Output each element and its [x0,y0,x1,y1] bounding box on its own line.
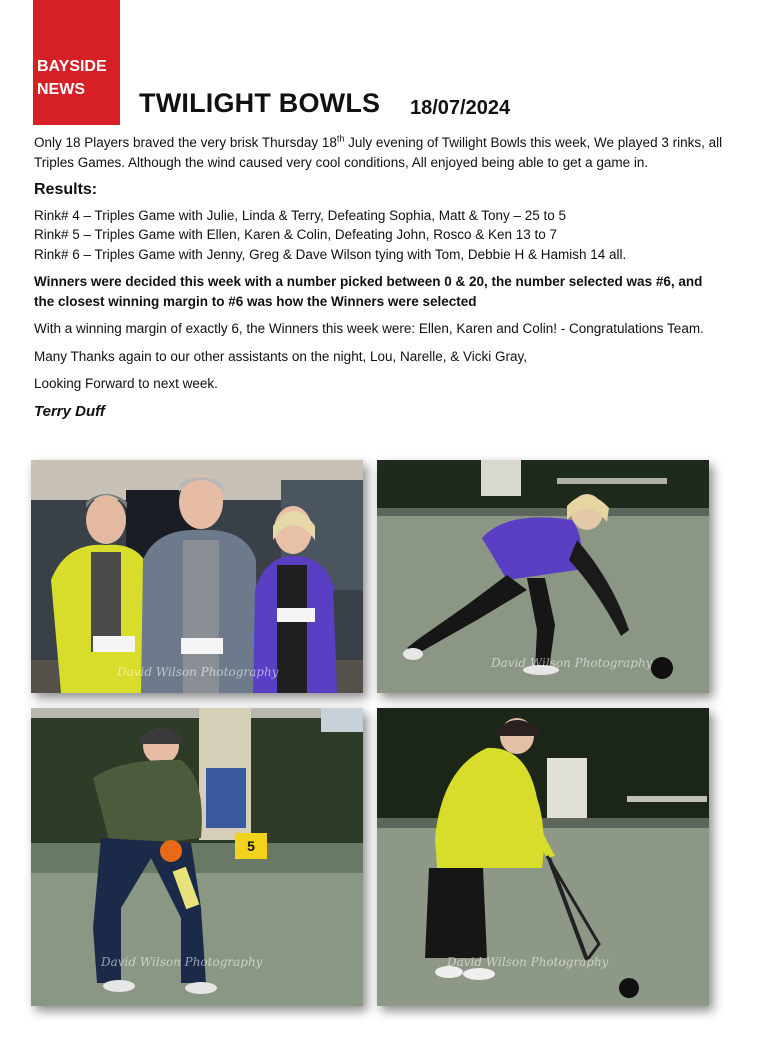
page-title: TWILIGHT BOWLS [139,88,381,118]
photo-watermark: David Wilson Photography [447,955,609,969]
photo-watermark: David Wilson Photography [491,656,653,670]
winners-group-photo [31,460,363,693]
badge-line-2: NEWS [37,81,85,98]
bowler-purple-vest-photo [377,460,709,693]
intro-paragraph [34,133,724,172]
results-heading: Results: [34,181,98,198]
thanks-paragraph: Many Thanks again to our other assistants on the night, Lou, Narelle, & Vicki Gray, [34,348,528,364]
photo-watermark: David Wilson Photography [101,955,263,969]
bayside-news-badge [33,0,120,125]
bowler-green-vest-photo [31,708,363,1006]
result-row: Rink# 4 – Triples Game with Julie, Linda & Terry, Defeating Sophia, Matt & Tony – 25 to 5 [34,207,567,223]
winners-paragraph: With a winning margin of exactly 6, the Winners this week were: Ellen, Karen and Colin! - Congratulations Team. [34,321,704,336]
result-row: Rink# 6 – Triples Game with Jenny, Greg & Dave Wilson tying with Tom, Debbie H & Hamish 14 all. [34,246,627,262]
bowler-yellow-jacket-photo [377,708,709,1006]
article-body [34,133,724,421]
rink-number-marker: 5 [247,838,255,854]
intro-text-b: July evening of Twilight Bowls this week, We played 3 rinks, all Triples Games. Although the wind caused very cool conditions, All enjoyed being able to get a game in. [34,135,723,170]
photo-watermark: David Wilson Photography [117,665,279,679]
results-list [34,206,724,265]
closing-paragraph: Looking Forward to next week. [34,376,218,391]
result-row: Rink# 5 – Triples Game with Ellen, Karen & Colin, Defeating John, Rosco & Ken 13 to 7 [34,227,558,242]
badge-line-1: BAYSIDE [37,58,107,75]
intro-text-a: Only 18 Players braved the very brisk Thursday 18 [34,135,337,150]
winners-rule: Winners were decided this week with a number picked between 0 & 20, the number selected was #6, and the closest winning margin to #6 was how the Winners were selected [34,274,703,309]
article-date: 18/07/2024 [410,97,511,119]
author-signature: Terry Duff [34,402,105,420]
intro-sup: th [336,133,345,144]
